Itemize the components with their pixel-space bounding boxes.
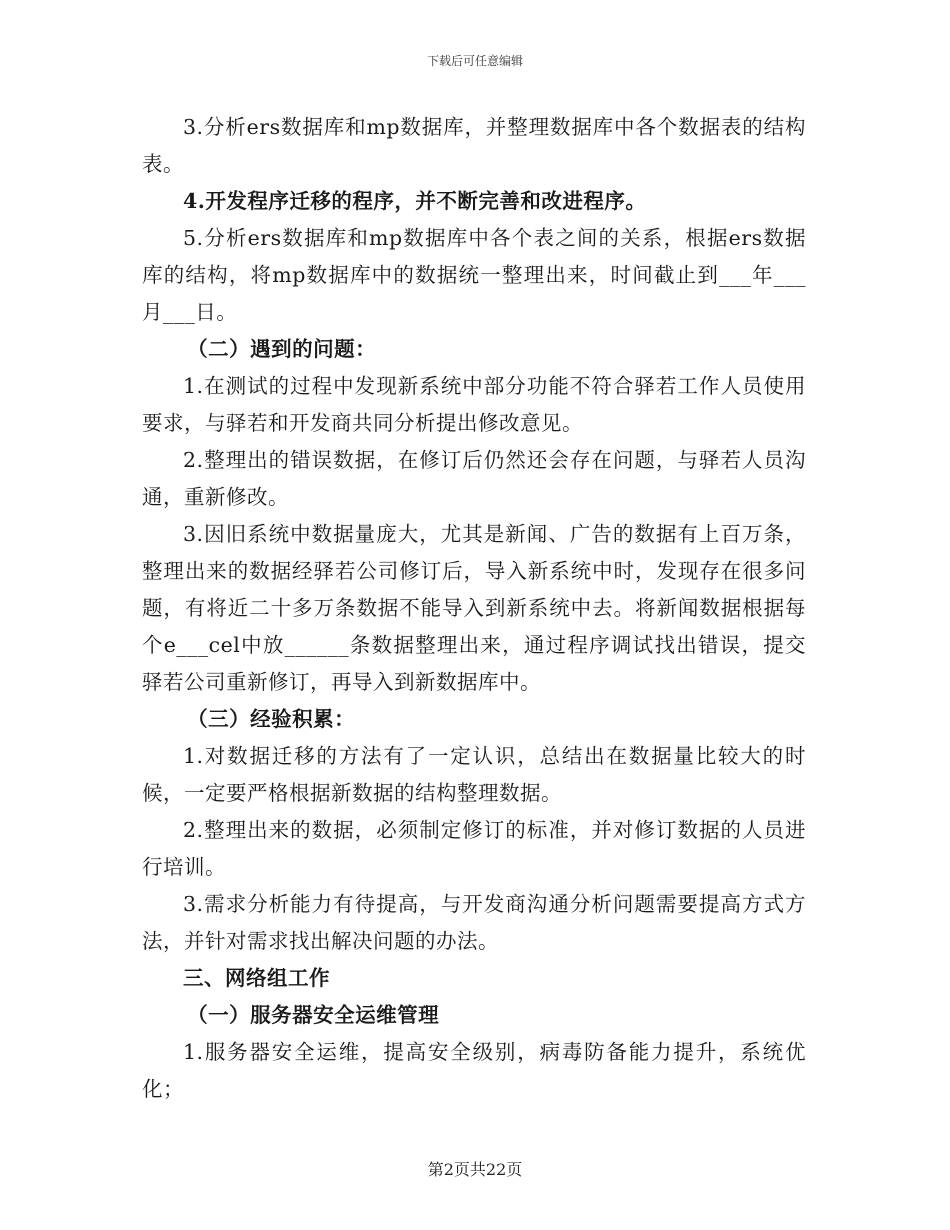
paragraph-problem-3: 3.因旧系统中数据量庞大，尤其是新闻、广告的数据有上百万条，整理出来的数据经驿若公司修订后，导入新系统中时，发现存在很多问题，有将近二十多万条数据不能导入到新系统中去。将新闻数据根据每个e___cel中放______条数据整理出来，通过程序调试找出错误，提交驿若公司重新修订，再导入到新数据库中。 — [142, 522, 806, 694]
paragraph-experience-2: 2.整理出来的数据，必须制定修订的标准，并对修订数据的人员进行培训。 — [142, 818, 806, 879]
paragraph-analyze-relations: 5.分析ers数据库和mp数据库中各个表之间的关系，根据ers数据库的结构，将mp数据库中的数据统一整理出来，时间截止到___年___月___日。 — [142, 226, 806, 324]
section-heading-experience: （三）经验积累： — [187, 707, 356, 731]
paragraph-analyze-tables: 3.分析ers数据库和mp数据库，并整理数据库中各个数据表的结构表。 — [142, 115, 806, 176]
paragraph-problem-1: 1.在测试的过程中发现新系统中部分功能不符合驿若工作人员使用要求，与驿若和开发商共同分析提出修改意见。 — [142, 374, 806, 435]
section-heading-problems: （二）遇到的问题： — [187, 337, 377, 361]
paragraph-experience-1: 1.对数据迁移的方法有了一定认识，总结出在数据量比较大的时候，一定要严格根据新数据的结构整理数据。 — [142, 744, 806, 805]
paragraph-server-1: 1.服务器安全运维，提高安全级别，病毒防备能力提升，系统优化； — [142, 1040, 806, 1101]
paragraph-problem-2: 2.整理出的错误数据，在修订后仍然还会存在问题，与驿若人员沟通，重新修改。 — [142, 448, 806, 509]
paragraph-develop-migration: 4.开发程序迁移的程序，并不断完善和改进程序。 — [183, 189, 647, 213]
page-footer: 第2页共22页 — [427, 1160, 523, 1179]
document-body — [142, 109, 806, 1108]
section-heading-server-security: （一）服务器安全运维管理 — [187, 1003, 440, 1027]
page-header: 下载后可任意编辑 — [426, 54, 523, 68]
section-heading-network: 三、网络组工作 — [183, 966, 330, 990]
paragraph-experience-3: 3.需求分析能力有待提高，与开发商沟通分析问题需要提高方式方法，并针对需求找出解决问题的办法。 — [142, 892, 806, 953]
